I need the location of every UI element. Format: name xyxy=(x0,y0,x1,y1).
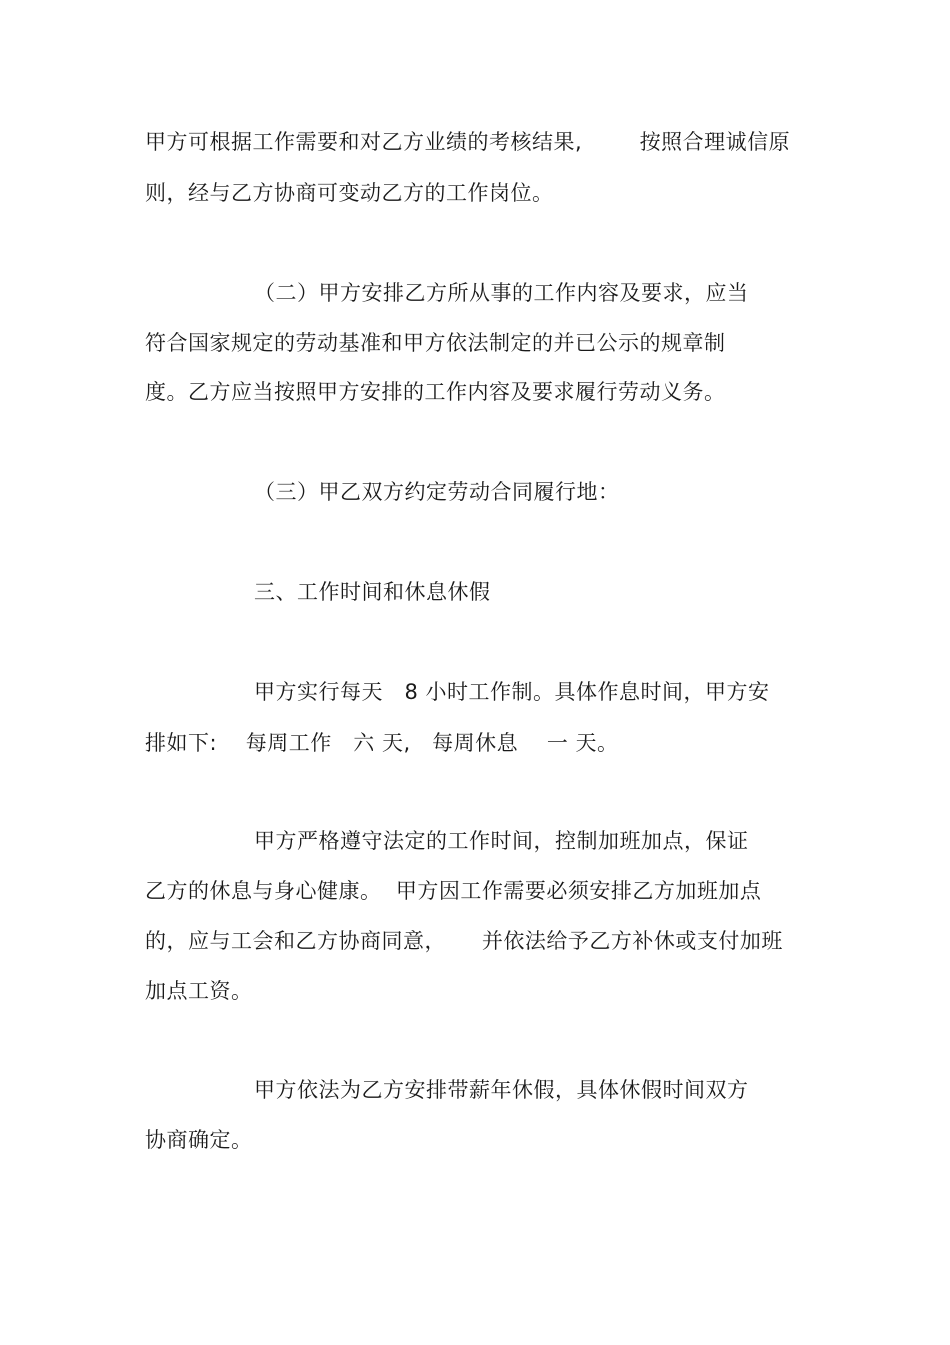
paragraph-7-line-2: 协商确定。 xyxy=(145,1128,253,1152)
paragraph-3-line-1: （三）甲乙双方约定劳动合同履行地： xyxy=(254,480,620,504)
paragraph-2-line-3: 度。乙方应当按照甲方安排的工作内容及要求履行劳动义务。 xyxy=(145,380,726,404)
paragraph-2-line-2: 符合国家规定的劳动基准和甲方依法制定的并已公示的规章制 xyxy=(145,331,726,355)
paragraph-2-line-1: （二）甲方安排乙方所从事的工作内容及要求，应当 xyxy=(254,281,749,305)
paragraph-7-line-1: 甲方依法为乙方安排带薪年休假，具体休假时间双方 xyxy=(254,1078,749,1102)
paragraph-1-line-2: 则，经与乙方协商可变动乙方的工作岗位。 xyxy=(145,181,554,205)
paragraph-6-line-3: 的，应与工会和乙方协商同意， 并依法给予乙方补休或支付加班 xyxy=(145,929,783,953)
paragraph-5-line-2: 排如下: 每周工作 六 天, 每周休息 一 天。 xyxy=(145,731,619,755)
paragraph-5-line-1: 甲方实行每天 8 小时工作制。具体作息时间，甲方安 xyxy=(254,680,770,704)
paragraph-1-line-1: 甲方可根据工作需要和对乙方业绩的考核结果, 按照合理诚信原 xyxy=(145,130,791,154)
section-heading: 三、工作时间和休息休假 xyxy=(254,580,491,604)
paragraph-6-line-4: 加点工资。 xyxy=(145,979,253,1003)
paragraph-6-line-1: 甲方严格遵守法定的工作时间，控制加班加点，保证 xyxy=(254,829,749,853)
paragraph-6-line-2: 乙方的休息与身心健康。 甲方因工作需要必须安排乙方加班加点 xyxy=(145,879,762,903)
